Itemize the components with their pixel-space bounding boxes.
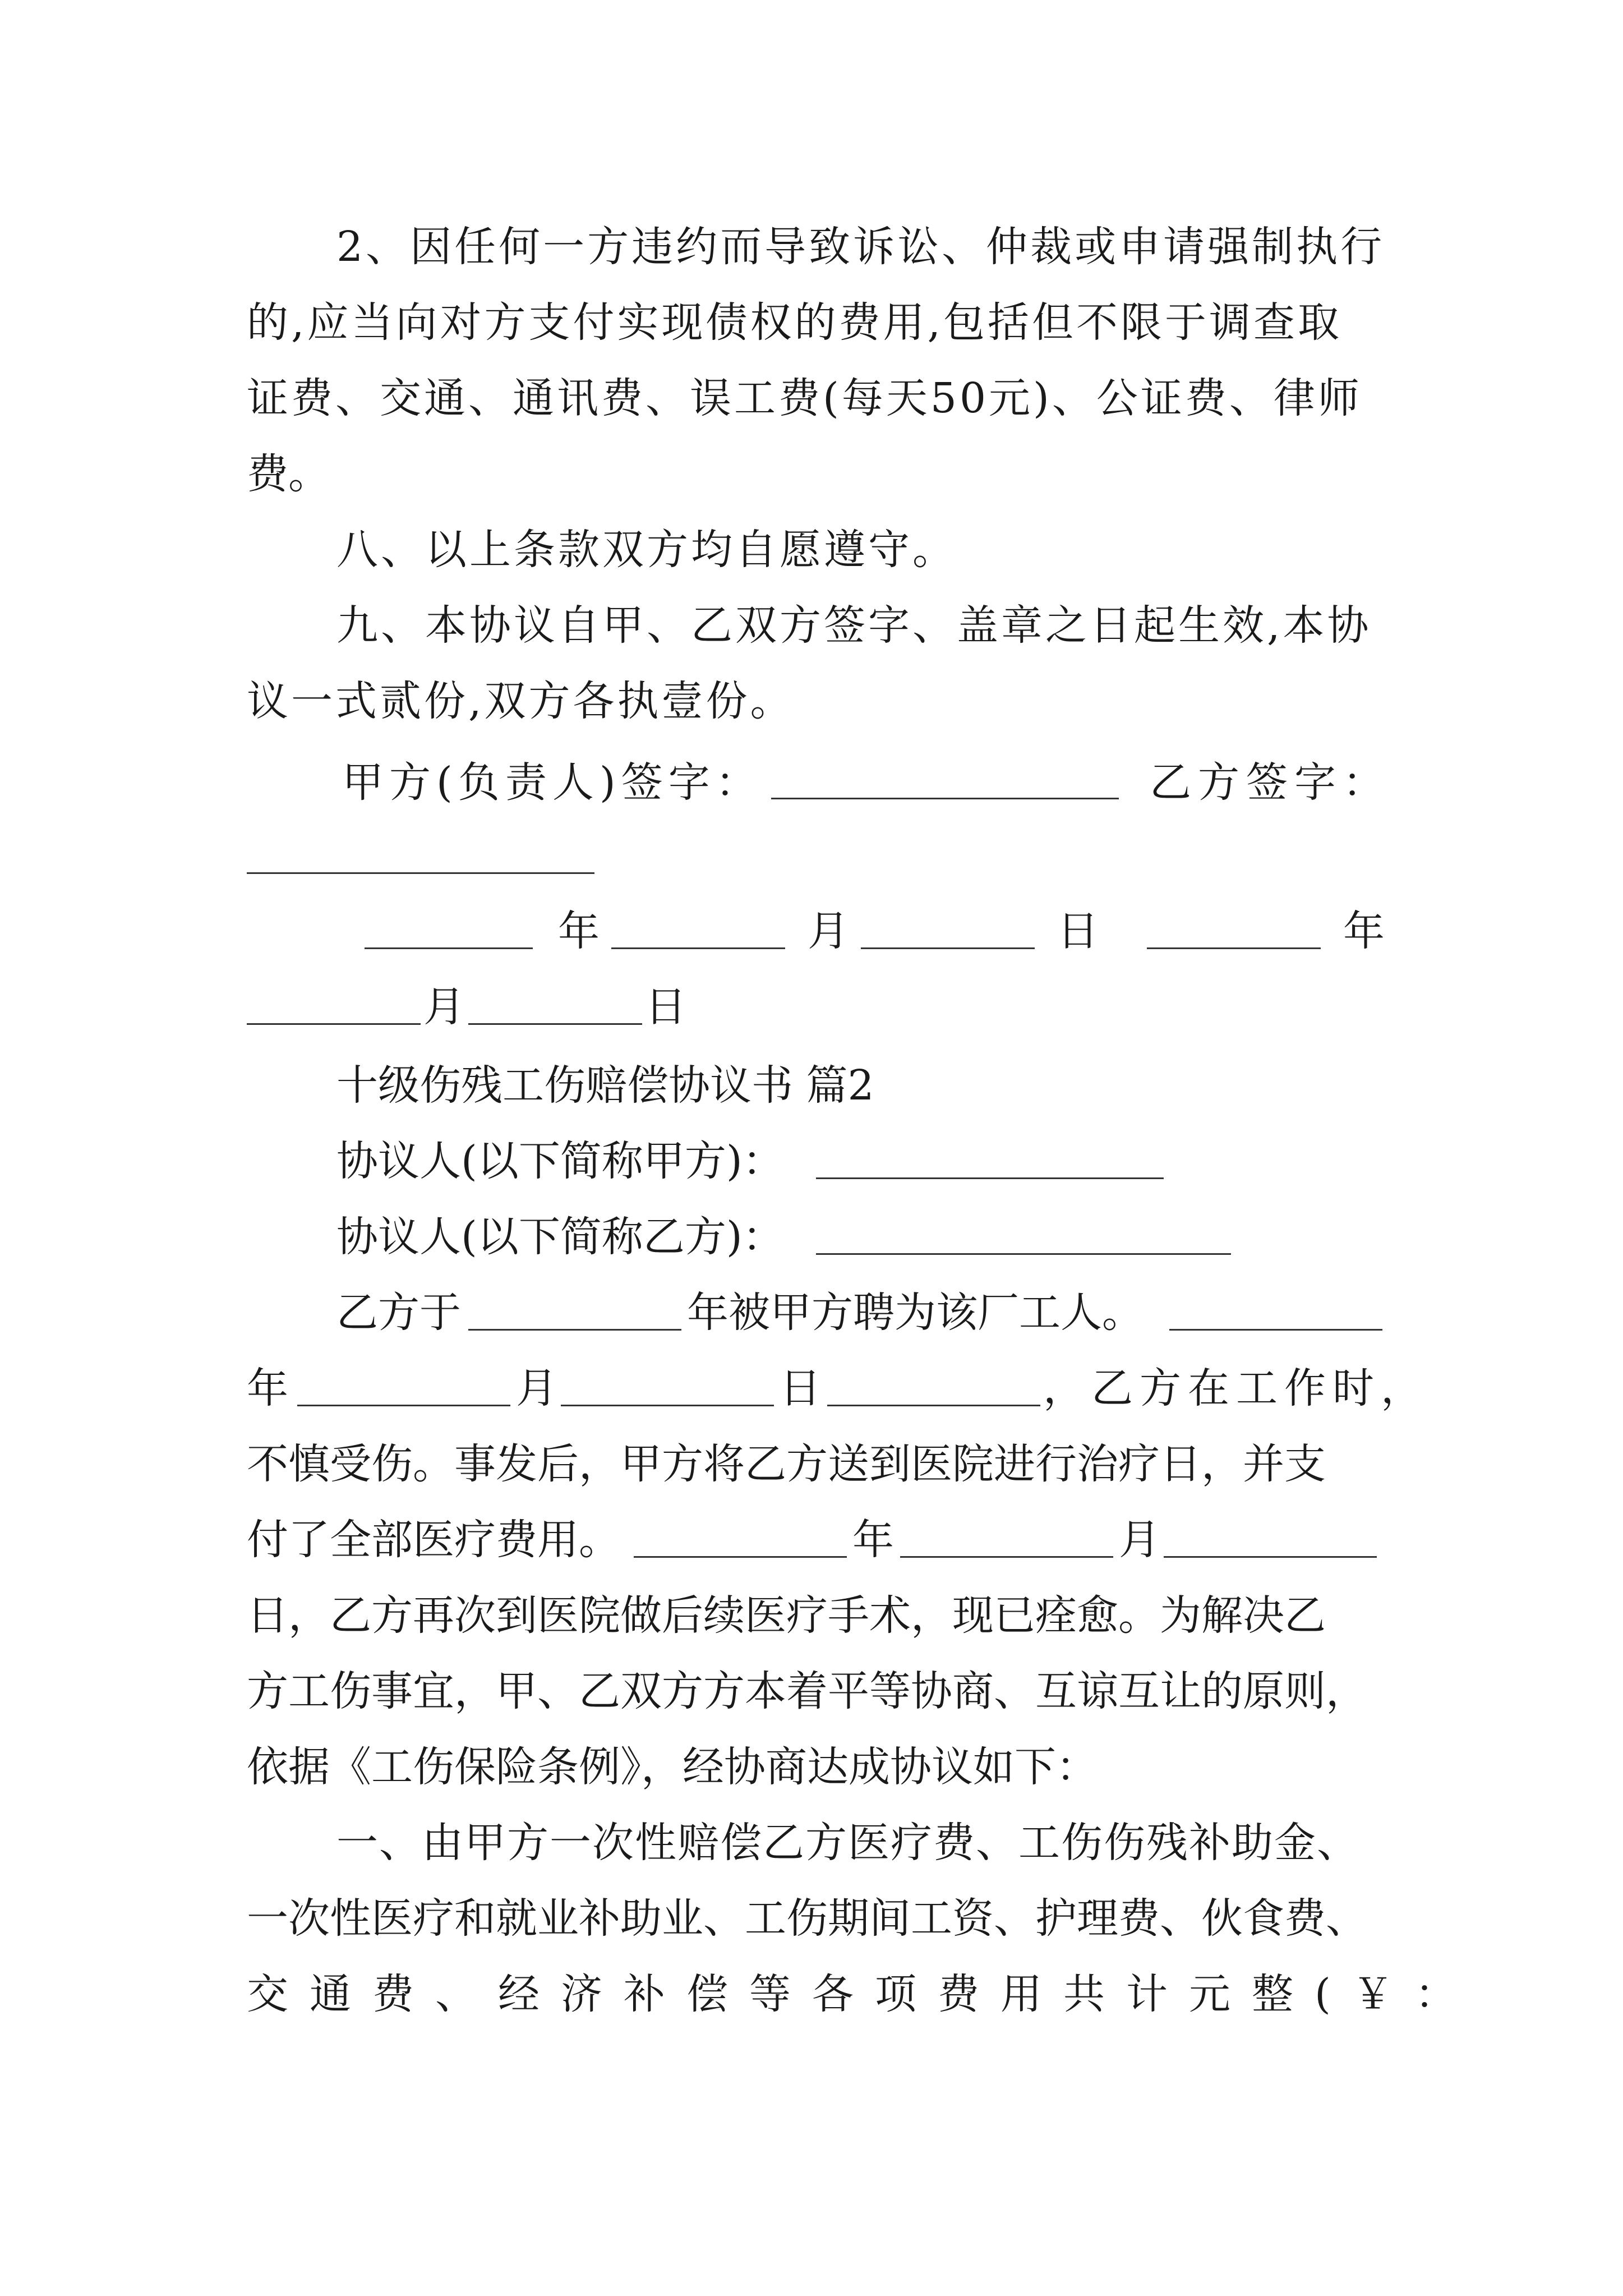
paragraph-text: 日，乙方再次到医院做后续医疗手术，现已痊愈。为解决乙 [247, 1591, 1326, 1640]
paragraph-text: 不慎受伤。事发后，甲方将乙方送到医院进行治疗日，并支 [247, 1440, 1326, 1488]
month-label: 月 [1119, 1516, 1160, 1564]
day-label: 日 [780, 1364, 821, 1412]
clause-text: 一次性医疗和就业补助业、工伤期间工资、护理费、伙食费、 [247, 1894, 1367, 1943]
day-label: 日 [1057, 907, 1099, 955]
clause-text: 交通费、经济补偿等各项费用共计元整(￥： [247, 1970, 1478, 2018]
party-b-name-blank[interactable] [816, 1253, 1231, 1255]
month-label: 月 [423, 983, 465, 1031]
paragraph-text: 议一式贰份,双方各执壹份。 [247, 677, 795, 725]
year-label: 年 [1343, 907, 1385, 955]
date-year-blank[interactable] [1147, 947, 1321, 949]
party-a-label: 协议人(以下简称甲方)： [336, 1137, 784, 1185]
party-b-signature-label: 乙方签字： [1150, 758, 1391, 807]
hire-suffix: 年被甲方聘为该厂工人。 [687, 1289, 1144, 1337]
year-label: 年 [852, 1516, 894, 1564]
date-day-blank[interactable] [468, 1023, 642, 1025]
hire-year-blank[interactable] [468, 1329, 681, 1331]
injury-day-blank[interactable] [561, 1405, 774, 1406]
year-label: 年 [558, 907, 600, 955]
party-a-name-blank[interactable] [816, 1177, 1164, 1179]
hire-prefix: 乙方于 [336, 1289, 461, 1337]
paragraph-text: 九、本协议自甲、乙双方签字、盖章之日起生效,本协 [336, 601, 1372, 650]
injury-suffix: ，乙方在工作时， [1043, 1364, 1429, 1412]
party-a-signature-label: 甲方(负责人)签字： [342, 758, 763, 807]
followup-month-blank[interactable] [900, 1556, 1113, 1558]
paragraph-text: 方工伤事宜，甲、乙双方方本着平等协商、互谅互让的原则， [247, 1667, 1367, 1715]
section-title-text: 十级伤残工伤赔偿协议书 篇2 [336, 1061, 874, 1110]
paragraph-text: 依据《工伤保险条例》，经协商达成协议如下： [247, 1743, 1098, 1791]
followup-day-blank[interactable] [1164, 1556, 1377, 1558]
party-b-signature-blank[interactable] [247, 872, 594, 874]
party-b-label: 协议人(以下简称乙方)： [336, 1213, 784, 1261]
paragraph-text: 2、因任何一方违约而导致诉讼、仲裁或申请强制执行 [336, 223, 1385, 271]
date-month-blank[interactable] [611, 947, 785, 949]
date-year-blank[interactable] [365, 947, 533, 949]
paid-prefix: 付了全部医疗费用。 [247, 1516, 620, 1564]
party-a-signature-blank[interactable] [771, 798, 1119, 799]
followup-year-blank[interactable] [634, 1556, 847, 1558]
paragraph-text: 八、以上条款双方均自愿遵守。 [336, 526, 957, 574]
paragraph-text: 的,应当向对方支付实现债权的费用,包括但不限于调查取 [247, 298, 1343, 347]
injury-year-blank[interactable] [1169, 1329, 1382, 1331]
date-day-blank[interactable] [861, 947, 1035, 949]
injury-blank[interactable] [827, 1405, 1040, 1406]
paragraph-text: 证费、交通、通讯费、误工费(每天50元)、公证费、律师 [247, 374, 1362, 422]
day-label: 日 [645, 983, 686, 1031]
month-label: 月 [516, 1364, 557, 1412]
year-label: 年 [247, 1364, 288, 1412]
clause-text: 一、由甲方一次性赔偿乙方医疗费、工伤伤残补助金、 [336, 1819, 1359, 1867]
date-month-blank[interactable] [247, 1023, 421, 1025]
paragraph-text: 费。 [247, 450, 330, 498]
injury-month-blank[interactable] [297, 1405, 510, 1406]
month-label: 月 [808, 907, 849, 955]
